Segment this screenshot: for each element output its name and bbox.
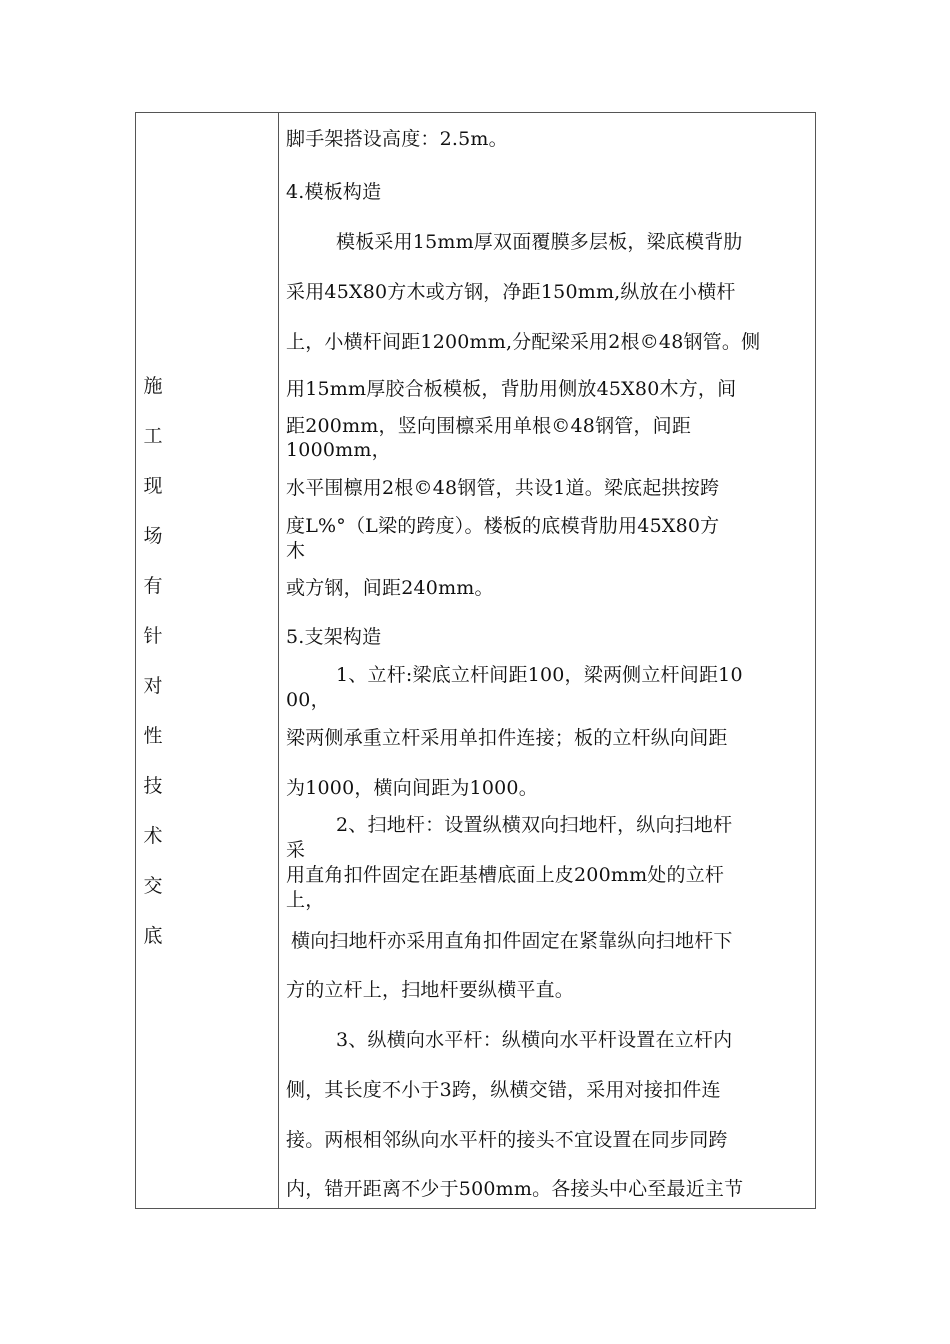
side-label-char: 场 — [143, 525, 163, 547]
side-label-column — [136, 113, 278, 1208]
text-line: 横向扫地杆亦采用直角扣件固定在紧靠纵向扫地杆下 — [291, 930, 733, 952]
text-line: 接。两根相邻纵向水平杆的接头不宜设置在同步同跨 — [286, 1129, 728, 1151]
side-label-char: 现 — [143, 475, 163, 497]
side-label-char: 施 — [143, 375, 163, 397]
text-line: 模板采用15mm厚双面覆膜多层板，梁底模背肋 — [336, 231, 743, 253]
text-line: 采 — [286, 839, 306, 861]
text-line: 脚手架搭设高度：2.5m。 — [286, 128, 508, 150]
text-line: 方的立杆上，扫地杆要纵横平直。 — [286, 979, 575, 1001]
text-line: 1、立杆:梁底立杆间距100，梁两侧立杆间距10 — [336, 664, 743, 686]
side-label-char: 术 — [143, 825, 163, 847]
text-line: 用直角扣件固定在距基槽底面上皮200mm处的立杆 — [286, 864, 725, 886]
side-label-char: 工 — [143, 425, 163, 447]
side-label-char: 性 — [143, 725, 163, 747]
text-line: 用15mm厚胶合板模板，背肋用侧放45X80木方，间 — [286, 378, 737, 400]
side-label-char: 交 — [143, 875, 163, 897]
side-label-char: 针 — [143, 625, 163, 647]
side-label-char: 有 — [143, 575, 163, 597]
section-heading: 5.支架构造 — [286, 626, 382, 648]
text-line: 或方钢，间距240mm。 — [286, 577, 494, 599]
text-line: 1000mm， — [286, 439, 391, 461]
side-label-char: 底 — [143, 925, 163, 947]
column-divider — [278, 113, 279, 1208]
text-line: 采用45X80方木或方钢，净距150mm,纵放在小横杆 — [286, 281, 736, 303]
text-line: 水平围檩用2根©48钢管，共设1道。梁底起拱按跨 — [286, 477, 720, 499]
text-line: 内，错开距离不少于500mm。各接头中心至最近主节 — [286, 1178, 744, 1200]
text-line: 上， — [286, 889, 325, 911]
side-label-char: 对 — [143, 675, 163, 697]
text-line: 00， — [286, 689, 330, 711]
document-table — [135, 112, 816, 1209]
text-line: 2、扫地杆：设置纵横双向扫地杆，纵向扫地杆 — [336, 814, 733, 836]
text-line: 木 — [286, 540, 306, 562]
text-line: 3、纵横向水平杆：纵横向水平杆设置在立杆内 — [336, 1029, 733, 1051]
text-line: 为1000，横向间距为1000。 — [286, 777, 538, 799]
side-label-char: 技 — [143, 775, 163, 797]
text-line: 距200mm，竖向围檩采用单根©48钢管，间距 — [286, 415, 692, 437]
text-line: 度L%°（L梁的跨度）。楼板的底模背肋用45X80方 — [286, 515, 720, 537]
text-line: 梁两侧承重立杆采用单扣件连接；板的立杆纵向间距 — [286, 727, 728, 749]
text-line: 侧，其长度不小于3跨，纵横交错，采用对接扣件连 — [286, 1079, 721, 1101]
text-line: 上，小横杆间距1200mm,分配梁采用2根©48钢管。侧 — [286, 331, 761, 353]
section-heading: 4.模板构造 — [286, 181, 382, 203]
